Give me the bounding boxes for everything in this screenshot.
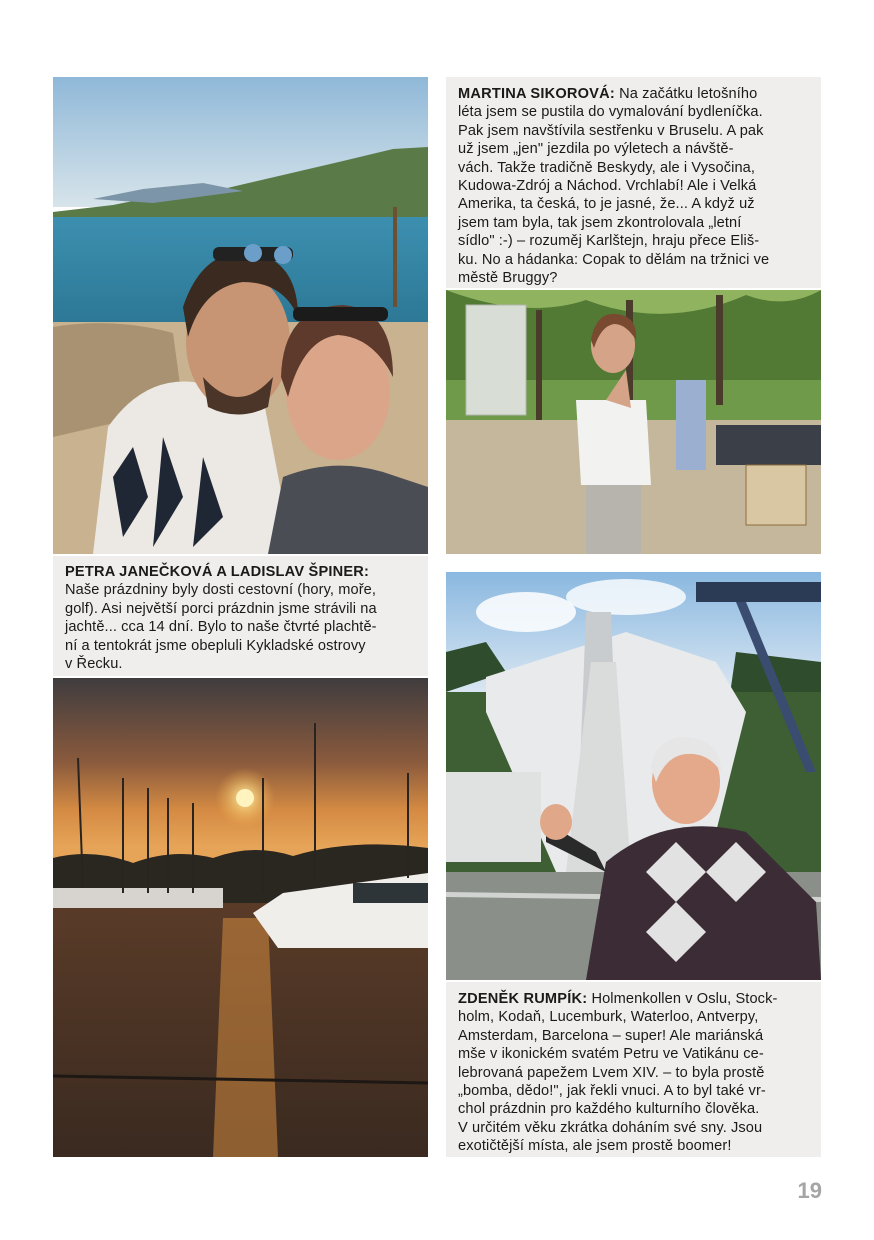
caption-text-line: sídlo" :-) – rozuměj Karlštejn, hraju přece Eliš-	[458, 233, 760, 250]
caption-text-line: Holmenkollen v Oslu, Stock-	[591, 991, 778, 1007]
photo-holmenkollen	[446, 572, 821, 980]
caption-text-line: Pak jsem navštívila sestřenku v Bruselu. A pak	[458, 122, 764, 139]
caption-name: MARTINA SIKOROVÁ:	[458, 86, 615, 102]
photo-market-bruges	[446, 290, 821, 554]
caption-text-line: lebrovaná papežem Lvem XIV. – to byla prostě	[458, 1064, 765, 1081]
caption-text-line: vách. Takže tradičně Beskydy, ale i Vysočina,	[458, 159, 756, 176]
caption-text-line: exotičtější místa, ale jsem prostě boomer!	[458, 1138, 732, 1155]
caption-text-line: Amsterdam, Barcelona – super! Ale mariánská	[458, 1027, 764, 1044]
caption-name: PETRA JANEČKOVÁ A LADISLAV ŠPINER:	[65, 564, 370, 580]
caption-text-line: Na začátku letošního	[619, 86, 758, 102]
caption-text-line: golf). Asi největší porci prázdnin jsme strávili na	[65, 600, 377, 617]
page-number: 19	[797, 1178, 822, 1203]
caption-text-line: „bomba, dědo!", jak řekli vnuci. A to byl také vr-	[458, 1083, 766, 1100]
caption-martina-sikorova	[446, 77, 821, 288]
caption-text-line: V určitém věku zkrátka doháním své sny. Jsou	[458, 1119, 763, 1136]
caption-text-line: holm, Kodaň, Lucemburk, Waterloo, Antverpy,	[458, 1009, 759, 1026]
caption-text-line: léta jsem se pustila do vymalování bydleníčka.	[458, 104, 763, 121]
caption-text-line: Amerika, ta česká, to je jasné, že... A když už	[458, 196, 755, 213]
caption-text-line: v Řecku.	[65, 656, 123, 673]
photo-couple-selfie	[53, 77, 428, 554]
caption-text-line: jsem tam byla, tak jsem zkontrolovala „letní	[458, 214, 742, 231]
caption-text-line: Naše prázdniny byly dosti cestovní (hory, moře,	[65, 582, 377, 599]
caption-text-line: Kudowa-Zdrój a Náchod. Vrchlabí! Ale i Velká	[458, 178, 757, 195]
caption-text-line: mše v ikonickém svatém Petru ve Vatikánu ce-	[458, 1046, 764, 1063]
caption-zdenek-rumpik	[446, 982, 821, 1157]
caption-text-line: městě Bruggy?	[458, 270, 558, 287]
photo-sunset-marina	[53, 678, 428, 1157]
caption-text-line: jachtě... cca 14 dní. Bylo to naše čtvrté plachtě-	[65, 619, 377, 636]
caption-text-line: ku. No a hádanka: Copak to dělám na tržnici ve	[458, 251, 770, 268]
caption-text-line: ní a tentokrát jsme obepluli Kykladské ostrovy	[65, 637, 366, 654]
caption-name: ZDENĚK RUMPÍK:	[458, 991, 588, 1007]
caption-text-line: chol prázdnin pro každého kulturního člověka.	[458, 1101, 760, 1118]
caption-petra-janeckova	[53, 556, 428, 676]
caption-text-line: už jsem „jen" jezdila po výletech a návště-	[458, 141, 734, 158]
